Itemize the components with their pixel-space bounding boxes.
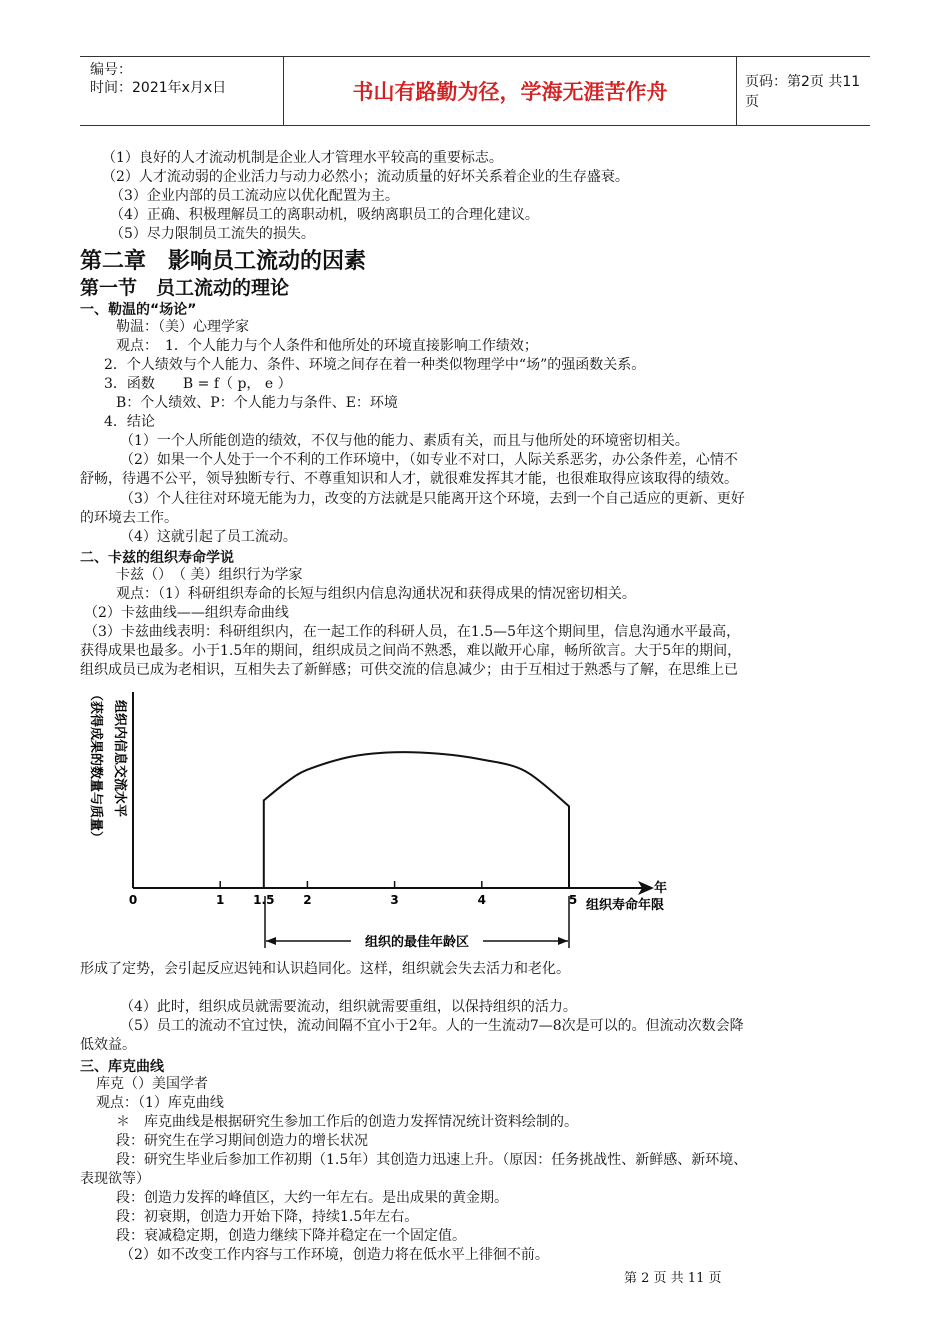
kuhn-view: （2）如不改变工作内容与工作环境，创造力将在低水平上徘徊不前。 xyxy=(120,1247,549,1263)
x-tick-label: 0 xyxy=(128,893,138,907)
x-tick-label: 1 xyxy=(216,893,225,907)
kuhn-segment: 段：研究生毕业后参加工作初期（1.5年）其创造力迅速上升。（原因：任务挑战性、新鲜感、新环境、 xyxy=(116,1152,748,1168)
page-header xyxy=(80,56,870,126)
lewin-heading: 一、勒温的“场论” xyxy=(80,302,197,318)
best-age-range-label: 组织的最佳年龄区 xyxy=(364,935,470,950)
kuhn-segment: 段：衰减稳定期，创造力继续下降并稳定在一个固定值。 xyxy=(116,1228,466,1244)
page-footer: 第 2 页 共 11 页 xyxy=(624,1271,722,1286)
katz-text: 低效益。 xyxy=(80,1037,136,1053)
header-page-number: 页码：第2页 共11页 xyxy=(745,74,861,110)
katz-view: 获得成果也最多。小于1.5年的期间，组织成员之间尚不熟悉，难以敞开心扉，畅所欲言。大于5年的期间， xyxy=(80,643,742,659)
time-label: 时间：2021年x月x日 xyxy=(90,80,227,96)
katz-text: 形成了定势，会引起反应迟钝和认识趋同化。这样，组织就会失去活力和老化。 xyxy=(80,961,570,977)
kuhn-segment: 表现欲等） xyxy=(80,1171,150,1187)
range-arrow-left xyxy=(266,937,276,945)
y-axis-inner-label: 组织内信息交流水平 xyxy=(112,700,127,818)
x-tick-label: 5 xyxy=(568,893,578,907)
katz-text: （5）员工的流动不宜过快，流动间隔不宜小于2年。人的一生流动7—8次是可以的。但流动次数会降 xyxy=(120,1018,744,1034)
x-tick-label: 4 xyxy=(477,893,486,907)
kuhn-note: ＊ 库克曲线是根据研究生参加工作后的创造力发挥情况统计资料绘制的。 xyxy=(116,1114,578,1130)
x-axis-unit: 年 xyxy=(654,881,668,896)
intro-item: （3）企业内部的员工流动应以优化配置为主。 xyxy=(110,188,399,204)
kuhn-who: 库克（）美国学者 xyxy=(96,1076,208,1092)
lewin-conclusion: 的环境去工作。 xyxy=(80,510,178,526)
range-arrow-right xyxy=(558,937,568,945)
kuhn-segment: 段：研究生在学习期间创造力的增长状况 xyxy=(116,1133,368,1149)
lewin-who: 勒温：（美）心理学家 xyxy=(116,319,249,335)
intro-item: （2）人才流动弱的企业活力与动力必然小；流动质量的好坏关系着企业的生存盛衰。 xyxy=(102,169,629,185)
lewin-variables: B：个人绩效、P：个人能力与条件、E：环境 xyxy=(116,395,398,411)
kuhn-segment: 段：初衰期，创造力开始下降，持续1.5年左右。 xyxy=(116,1209,419,1225)
katz-who: 卡兹（） （ 美）组织行为学家 xyxy=(116,567,303,583)
lewin-view: 观点： 1．个人能力与个人条件和他所处的环境直接影响工作绩效； xyxy=(116,338,538,354)
lewin-conclusion: （3）个人往往对环境无能为力，改变的方法就是只能离开这个环境，去到一个自己适应的更新、更好 xyxy=(120,491,745,507)
katz-curve-chart xyxy=(76,680,696,956)
lewin-conclusion: （2）如果一个人处于一个不利的工作环境中，（如专业不对口，人际关系恶劣，办公条件差，心情不 xyxy=(120,452,738,468)
chapter-title: 第二章 影响员工流动的因素 xyxy=(80,249,367,274)
intro-item: （1）良好的人才流动机制是企业人才管理水平较高的重要标志。 xyxy=(102,150,503,166)
x-axis-label: 组织寿命年限 xyxy=(586,898,665,913)
serial-label: 编号： xyxy=(90,62,132,78)
katz-view: 组织成员已成为老相识，互相失去了新鲜感；可供交流的信息减少；由于互相过于熟悉与了解，在思维上已 xyxy=(80,662,738,678)
kuhn-heading: 三、库克曲线 xyxy=(80,1059,164,1075)
lewin-conclusion: （4）这就引起了员工流动。 xyxy=(120,529,297,545)
kuhn-view: 观点：（1）库克曲线 xyxy=(96,1095,224,1111)
intro-item: （5）尽力限制员工流失的损失。 xyxy=(110,226,315,242)
lewin-conclusion: （1）一个人所能创造的绩效，不仅与他的能力、素质有关，而且与他所处的环境密切相关。 xyxy=(120,433,689,449)
x-tick-label: 1.5 xyxy=(253,893,275,907)
kuhn-segment: 段：创造力发挥的峰值区，大约一年左右。是出成果的黄金期。 xyxy=(116,1190,508,1206)
lewin-function: 3．函数 B = f（ p， e ） xyxy=(104,376,292,392)
katz-view: （2）卡兹曲线——组织寿命曲线 xyxy=(84,605,289,621)
lewin-view: 2．个人绩效与个人能力、条件、环境之间存在着一种类似物理学中“场”的强函数关系。 xyxy=(104,357,646,373)
katz-text: （4）此时，组织成员就需要流动，组织就需要重组，以保持组织的活力。 xyxy=(120,999,577,1015)
katz-heading: 二、卡兹的组织寿命学说 xyxy=(80,550,234,566)
lewin-conclusion: 舒畅，待遇不公平，领导独断专行、不尊重知识和人才，就很难发挥其才能，也很难取得应该取得的绩效。 xyxy=(80,471,738,487)
katz-curve xyxy=(264,752,569,888)
x-tick-label: 3 xyxy=(390,893,399,907)
lewin-conclusion-label: 4．结论 xyxy=(104,414,155,430)
x-tick-label: 2 xyxy=(303,893,312,907)
header-motto: 书山有路勤为径，学海无涯苦作舟 xyxy=(283,57,737,125)
y-axis-outer-label: （获得成果的数量与质量） xyxy=(88,688,103,845)
katz-view: 观点：（1）科研组织寿命的长短与组织内信息沟通状况和获得成果的情况密切相关。 xyxy=(116,586,636,602)
section-title: 第一节 员工流动的理论 xyxy=(80,277,290,299)
header-meta xyxy=(80,57,283,125)
intro-item: （4）正确、积极理解员工的离职动机，吸纳离职员工的合理化建议。 xyxy=(110,207,539,223)
katz-view: （3）卡兹曲线表明：科研组织内，在一起工作的科研人员，在1.5—5年这个期间里，信息沟通水平最高， xyxy=(84,624,741,640)
x-ticks xyxy=(129,881,577,907)
